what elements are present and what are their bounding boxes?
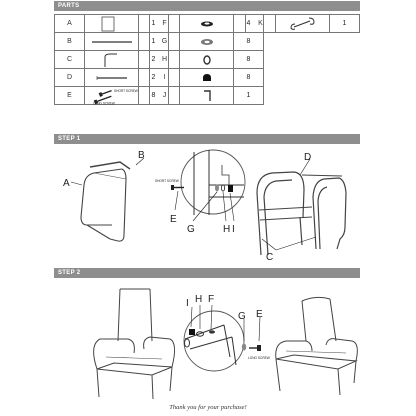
part-row-g: [150, 33, 264, 51]
part-row-i: [150, 69, 264, 87]
part-letter: I: [150, 69, 180, 87]
parts-column-3: [245, 14, 360, 33]
assembled-chair-left: [94, 289, 175, 399]
hardware-callout-2: [184, 311, 244, 371]
allen-key-icon: [180, 87, 234, 105]
part-qty: 1: [234, 87, 264, 105]
step1-diagram: [54, 145, 360, 263]
label-c: C: [266, 252, 274, 263]
short-screw-detail: [155, 179, 184, 190]
label-h: H: [223, 224, 231, 235]
parts-table: [54, 14, 360, 122]
washer-icon: [180, 33, 234, 51]
part-qty: 2: [139, 51, 169, 69]
long-screw-detail: [242, 344, 270, 361]
short-screw-label: SHORT SCREW: [155, 179, 179, 183]
part-letter: F: [150, 15, 180, 33]
short-screw-note: SHORT SCREW: [114, 89, 138, 93]
hardware-callout: [181, 150, 245, 215]
assembled-chair-right: [276, 297, 358, 395]
part-letter: C: [55, 51, 85, 69]
step1-header: STEP 1: [54, 134, 360, 144]
label-f-step2: F: [208, 294, 215, 305]
step1-illustration: [54, 145, 360, 263]
long-screw-note: LONG SCREW: [93, 101, 115, 105]
armrest-frame-drawing: [257, 172, 346, 255]
part-qty: 8: [234, 69, 264, 87]
label-g-step2: G: [238, 311, 246, 322]
part-qty: 2: [139, 69, 169, 87]
part-letter: J: [150, 87, 180, 105]
crossbar-icon: [85, 33, 139, 51]
screws-icon: [85, 87, 139, 105]
part-qty: 1: [139, 15, 169, 33]
footer-thanks: Thank you for your purchase!: [169, 404, 247, 411]
label-d: D: [304, 152, 312, 163]
part-qty: 8: [234, 33, 264, 51]
part-letter: A: [55, 15, 85, 33]
label-i-step2: I: [186, 298, 189, 309]
step2-diagram: [54, 279, 360, 401]
wrench-icon: [276, 15, 330, 33]
part-letter: B: [55, 33, 85, 51]
long-screw-label: LONG SCREW: [248, 356, 270, 360]
chair-sling-drawing: [81, 162, 130, 241]
label-g: G: [187, 224, 195, 235]
step2-illustration: [54, 279, 360, 401]
part-qty: 4: [234, 15, 264, 33]
label-i: I: [232, 224, 235, 235]
part-qty: 8: [139, 87, 169, 105]
part-letter: K: [246, 15, 276, 33]
end-cap-icon: [180, 15, 234, 33]
label-h-step2: H: [195, 294, 203, 305]
label-e-step2: E: [256, 309, 263, 320]
step2-header: STEP 2: [54, 268, 360, 278]
armrest-frame-icon: [85, 51, 139, 69]
part-row-k: [246, 15, 360, 33]
part-row-j: [150, 87, 264, 105]
part-qty: 8: [234, 51, 264, 69]
cap-nut-icon: [180, 69, 234, 87]
part-row-h: [150, 51, 264, 69]
label-e: E: [170, 214, 177, 225]
chair-sling-icon: [85, 15, 139, 33]
part-letter: H: [150, 51, 180, 69]
part-letter: G: [150, 33, 180, 51]
label-b: B: [138, 150, 145, 161]
part-letter: D: [55, 69, 85, 87]
part-letter: E: [55, 87, 85, 105]
cap-nut-detail: [228, 185, 233, 192]
part-qty: 1: [330, 15, 360, 33]
parts-header: PARTS: [54, 1, 360, 11]
spring-washer-icon: [180, 51, 234, 69]
label-a: A: [63, 178, 70, 189]
part-qty: 1: [139, 33, 169, 51]
leg-tube-icon: [85, 69, 139, 87]
